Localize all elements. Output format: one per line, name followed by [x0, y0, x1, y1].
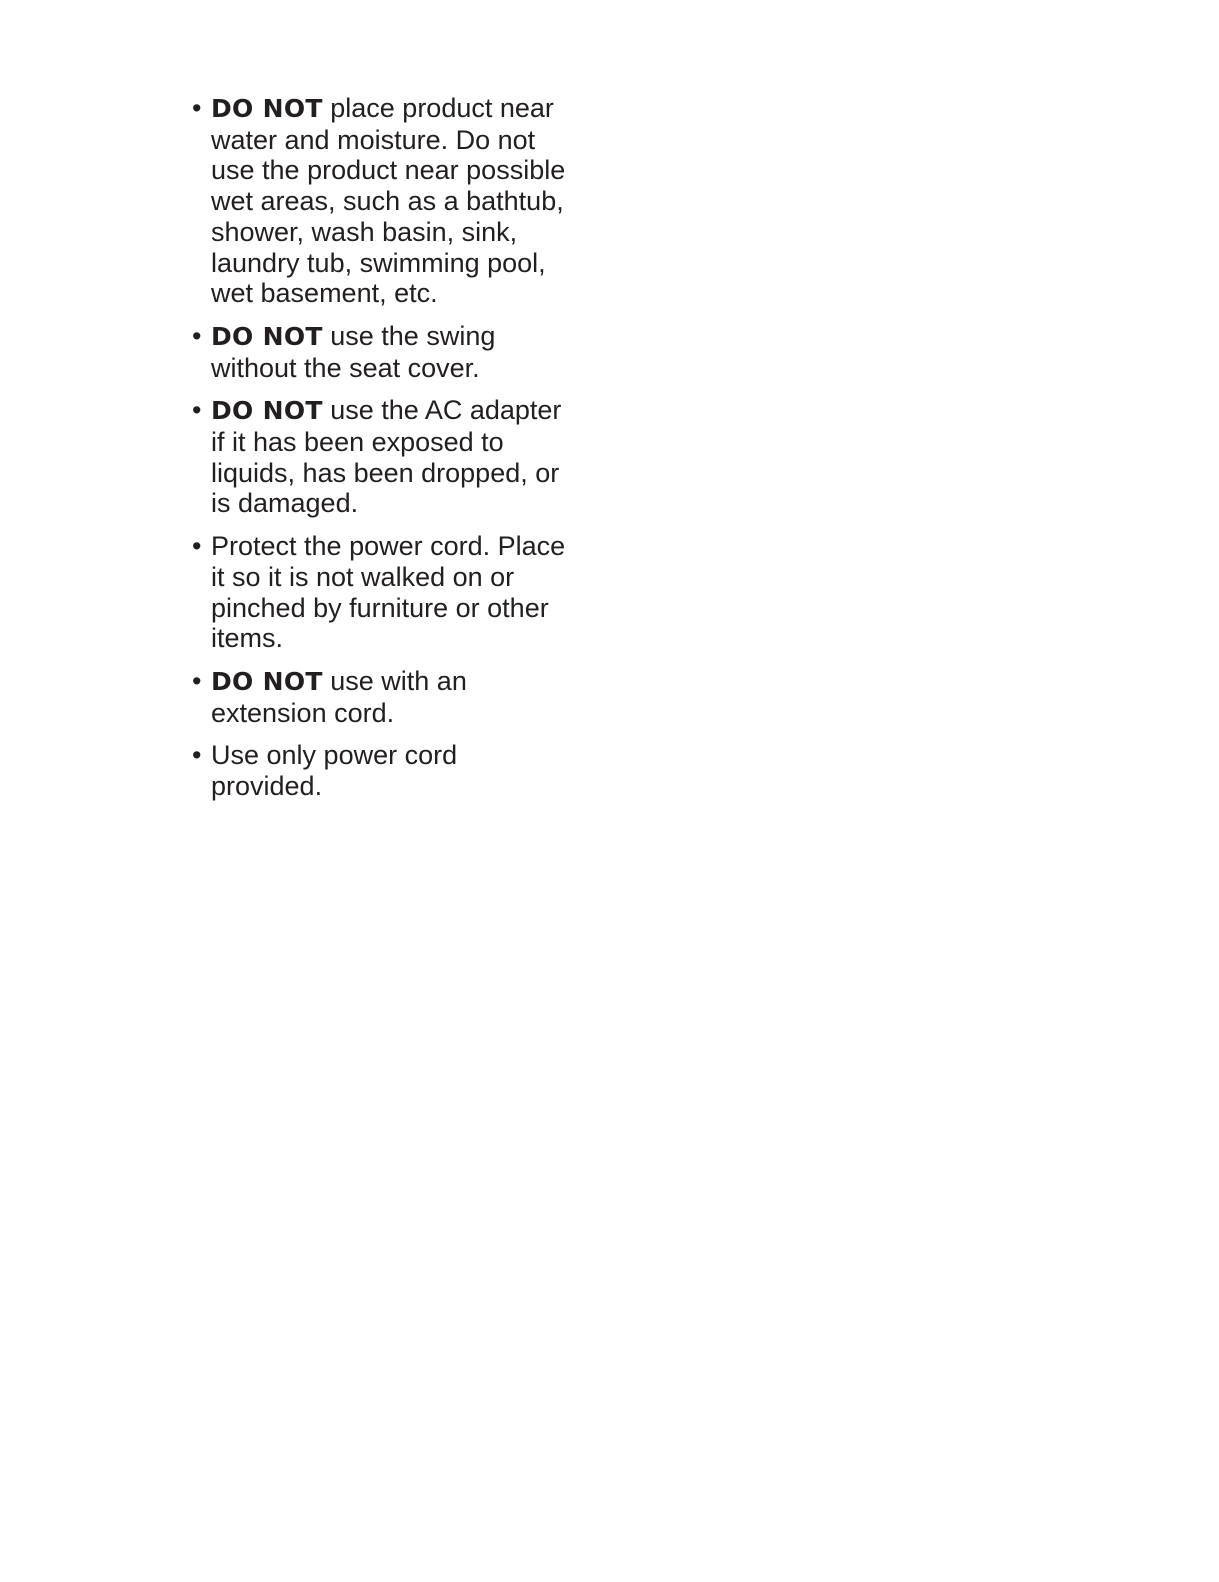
safety-warnings-list — [192, 93, 612, 814]
warning-item-ac-adapter — [192, 395, 612, 519]
warning-item-water — [192, 93, 612, 309]
warning-text: use with an extension cord. — [211, 665, 467, 728]
warning-item-extension-cord — [192, 666, 612, 728]
warning-text: place product near water and moisture. Do not use the product near possible wet areas, such as a bathtub, shower, wash basin, sink, laundry tub, swimming pool, wet basement, etc. — [211, 93, 566, 309]
warning-emphasis: DO NOT — [211, 666, 323, 696]
bullet-icon: • — [192, 665, 202, 696]
warning-text: use the swing without the seat cover. — [211, 320, 496, 383]
warning-emphasis: DO NOT — [211, 396, 323, 426]
warning-emphasis: DO NOT — [211, 321, 323, 351]
warning-emphasis: DO NOT — [211, 94, 323, 123]
warning-item-seat-cover — [192, 321, 612, 383]
warning-item-provided-cord — [192, 740, 612, 801]
bullet-icon: • — [192, 395, 202, 426]
bullet-icon: • — [192, 531, 202, 562]
warning-text: Use only power cord provided. — [211, 740, 458, 802]
bullet-icon: • — [192, 93, 202, 123]
bullet-icon: • — [192, 740, 202, 771]
warning-text: Protect the power cord. Place it so it is not walked on or pinched by furniture or other items. — [211, 531, 566, 654]
bullet-icon: • — [192, 320, 202, 351]
warning-text: use the AC adapter if it has been exposed to liquids, has been dropped, or is damaged. — [211, 395, 562, 519]
warning-item-power-cord — [192, 531, 612, 654]
